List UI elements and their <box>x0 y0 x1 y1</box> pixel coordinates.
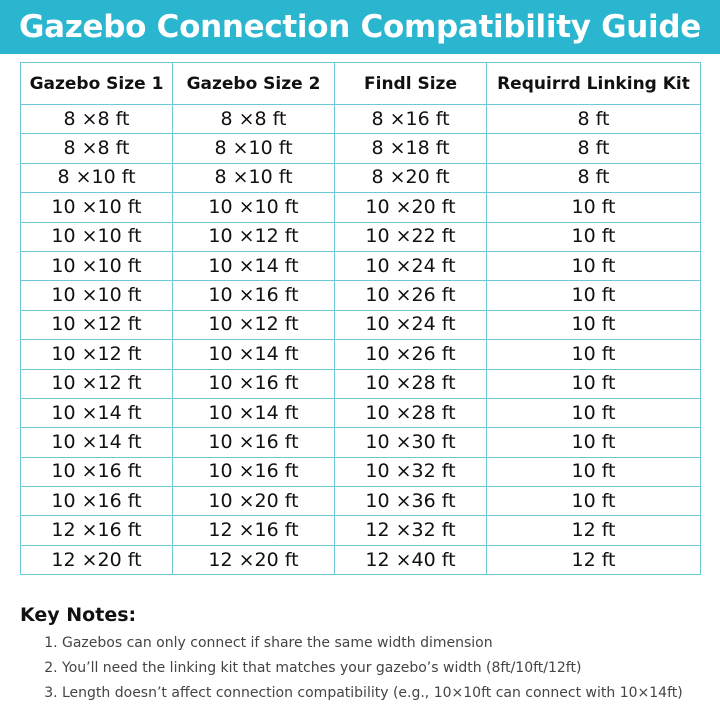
cell-linking-kit: 10 ft <box>487 251 701 280</box>
cell-size-2: 10 ×16 ft <box>173 428 335 457</box>
cell-size-2: 10 ×14 ft <box>173 340 335 369</box>
cell-size-2: 10 ×20 ft <box>173 487 335 516</box>
title-banner <box>0 0 720 54</box>
cell-linking-kit: 10 ft <box>487 457 701 486</box>
header-row <box>21 63 701 105</box>
cell-linking-kit: 10 ft <box>487 310 701 339</box>
compatibility-table <box>20 62 701 575</box>
note-item: 2. You’ll need the linking kit that matches your gazebo’s width (8ft/10ft/12ft) <box>62 659 710 684</box>
cell-linking-kit: 12 ft <box>487 545 701 574</box>
cell-linking-kit: 10 ft <box>487 487 701 516</box>
cell-size-1: 10 ×10 ft <box>21 251 173 280</box>
key-notes <box>20 604 710 709</box>
cell-size-2: 10 ×10 ft <box>173 193 335 222</box>
cell-size-1: 12 ×16 ft <box>21 516 173 545</box>
cell-size-2: 10 ×14 ft <box>173 251 335 280</box>
cell-size-1: 10 ×14 ft <box>21 398 173 427</box>
cell-final-size: 10 ×30 ft <box>335 428 487 457</box>
cell-size-1: 10 ×12 ft <box>21 369 173 398</box>
cell-size-1: 10 ×14 ft <box>21 428 173 457</box>
cell-final-size: 10 ×26 ft <box>335 281 487 310</box>
cell-size-2: 10 ×12 ft <box>173 310 335 339</box>
page-title: Gazebo Connection Compatibility Guide <box>19 9 701 45</box>
table-row <box>21 428 701 457</box>
table-row <box>21 487 701 516</box>
table-row <box>21 398 701 427</box>
cell-size-2: 10 ×14 ft <box>173 398 335 427</box>
cell-final-size: 10 ×32 ft <box>335 457 487 486</box>
table-row <box>21 516 701 545</box>
cell-final-size: 8 ×20 ft <box>335 163 487 192</box>
cell-final-size: 10 ×20 ft <box>335 193 487 222</box>
header-gazebo-size-1: Gazebo Size 1 <box>21 63 173 105</box>
cell-size-2: 10 ×12 ft <box>173 222 335 251</box>
cell-linking-kit: 10 ft <box>487 222 701 251</box>
header-gazebo-size-2: Gazebo Size 2 <box>173 63 335 105</box>
note-item: 1. Gazebos can only connect if share the same width dimension <box>62 634 710 659</box>
cell-linking-kit: 10 ft <box>487 369 701 398</box>
table-row <box>21 193 701 222</box>
cell-final-size: 10 ×28 ft <box>335 369 487 398</box>
cell-linking-kit: 8 ft <box>487 134 701 163</box>
cell-final-size: 8 ×18 ft <box>335 134 487 163</box>
cell-linking-kit: 8 ft <box>487 105 701 134</box>
table-row <box>21 369 701 398</box>
table-row <box>21 457 701 486</box>
cell-final-size: 8 ×16 ft <box>335 105 487 134</box>
cell-final-size: 10 ×28 ft <box>335 398 487 427</box>
cell-linking-kit: 10 ft <box>487 281 701 310</box>
cell-size-1: 10 ×10 ft <box>21 222 173 251</box>
table-row <box>21 105 701 134</box>
table-row <box>21 281 701 310</box>
table-row <box>21 163 701 192</box>
cell-size-1: 10 ×10 ft <box>21 193 173 222</box>
cell-final-size: 10 ×24 ft <box>335 251 487 280</box>
cell-size-1: 10 ×12 ft <box>21 340 173 369</box>
table-row <box>21 310 701 339</box>
cell-size-2: 10 ×16 ft <box>173 369 335 398</box>
cell-linking-kit: 12 ft <box>487 516 701 545</box>
cell-size-2: 10 ×16 ft <box>173 281 335 310</box>
cell-size-2: 8 ×8 ft <box>173 105 335 134</box>
table-row <box>21 545 701 574</box>
note-item: 3. Length doesn’t affect connection compatibility (e.g., 10×10ft can connect with 10×14ft) <box>62 684 710 709</box>
cell-linking-kit: 8 ft <box>487 163 701 192</box>
cell-linking-kit: 10 ft <box>487 428 701 457</box>
notes-list <box>20 634 710 709</box>
table-body <box>21 105 701 575</box>
cell-final-size: 10 ×26 ft <box>335 340 487 369</box>
cell-size-1: 8 ×8 ft <box>21 134 173 163</box>
cell-size-1: 8 ×8 ft <box>21 105 173 134</box>
cell-final-size: 12 ×32 ft <box>335 516 487 545</box>
header-linking-kit: Requirrd Linking Kit <box>487 63 701 105</box>
cell-size-1: 12 ×20 ft <box>21 545 173 574</box>
cell-final-size: 12 ×40 ft <box>335 545 487 574</box>
cell-size-2: 12 ×16 ft <box>173 516 335 545</box>
cell-final-size: 10 ×36 ft <box>335 487 487 516</box>
cell-size-1: 10 ×16 ft <box>21 457 173 486</box>
cell-size-1: 8 ×10 ft <box>21 163 173 192</box>
cell-linking-kit: 10 ft <box>487 193 701 222</box>
cell-final-size: 10 ×22 ft <box>335 222 487 251</box>
cell-final-size: 10 ×24 ft <box>335 310 487 339</box>
table-row <box>21 222 701 251</box>
cell-size-2: 8 ×10 ft <box>173 134 335 163</box>
table-row <box>21 134 701 163</box>
cell-size-1: 10 ×16 ft <box>21 487 173 516</box>
table-row <box>21 251 701 280</box>
cell-size-1: 10 ×10 ft <box>21 281 173 310</box>
cell-size-2: 8 ×10 ft <box>173 163 335 192</box>
notes-heading: Key Notes: <box>20 604 137 626</box>
table-row <box>21 340 701 369</box>
header-final-size: Findl Size <box>335 63 487 105</box>
cell-linking-kit: 10 ft <box>487 340 701 369</box>
cell-size-1: 10 ×12 ft <box>21 310 173 339</box>
cell-linking-kit: 10 ft <box>487 398 701 427</box>
cell-size-2: 12 ×20 ft <box>173 545 335 574</box>
cell-size-2: 10 ×16 ft <box>173 457 335 486</box>
